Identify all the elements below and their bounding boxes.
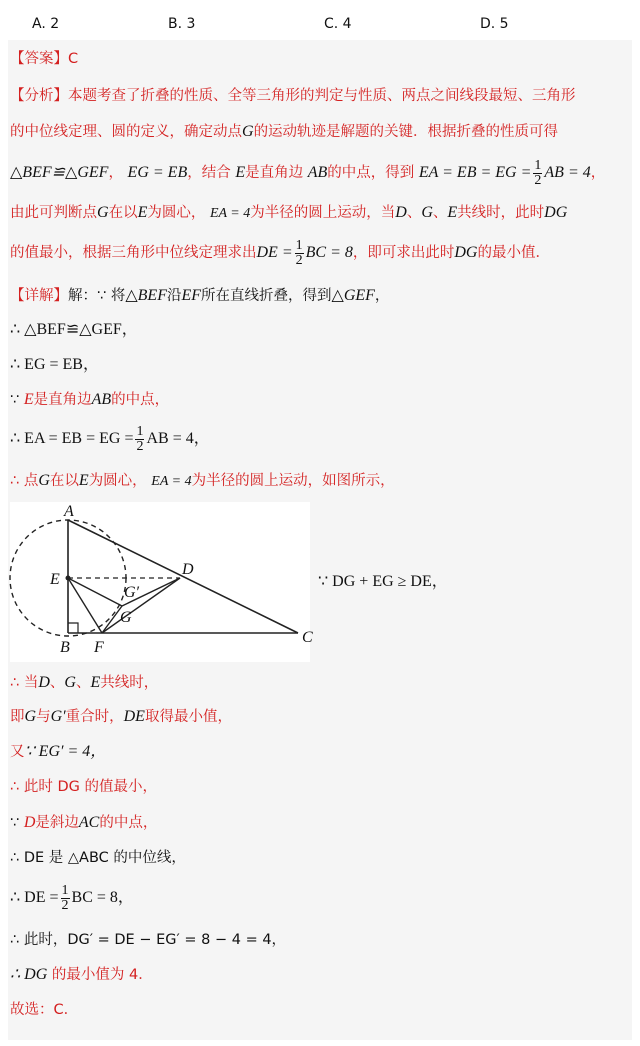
label-f: F	[94, 639, 104, 656]
math-expr: EA = 4	[151, 474, 192, 489]
detail-line-13	[10, 883, 134, 913]
math-var: AB	[91, 391, 112, 408]
math-expr: BC = 8	[305, 244, 353, 261]
math-expr: ∵ EG′ = 4，	[24, 743, 107, 760]
detail-line-2: ∴ △BEF≌△GEF，	[10, 321, 138, 338]
detail-line-16: 故选：C．	[10, 1002, 79, 1018]
detail-text: 是斜边	[35, 815, 79, 831]
analysis-line-4	[10, 203, 567, 224]
fraction-den: 2	[61, 897, 69, 913]
fraction-half	[135, 425, 144, 454]
analysis-text: 、	[432, 205, 448, 221]
analysis-text: 的值最小，根据三角形中位线定理求出	[10, 245, 257, 261]
math-expr: DE	[123, 708, 145, 725]
label-g-prime: G′	[124, 584, 140, 601]
detail-text: 共线时，	[100, 675, 159, 691]
detail-text: 为圆心，	[88, 473, 147, 489]
analysis-line-1	[10, 86, 576, 106]
analysis-line-5	[10, 238, 550, 268]
detail-text: ∴ 当	[10, 675, 39, 691]
math-var: D	[395, 204, 407, 221]
label-a: A	[64, 503, 74, 520]
analysis-line-2	[10, 122, 558, 142]
detail-line-8	[10, 707, 232, 727]
label-c: C	[302, 629, 313, 646]
analysis-text: 本题考查了折叠的性质、全等三角形的判定与性质、两点之间线段最短、三角形	[68, 88, 576, 104]
math-expr: AB = 4，	[146, 430, 210, 447]
detail-line-14: ∴ 此时，DG′ = DE − EG′ = 8 − 4 = 4，	[10, 932, 287, 948]
math-var: D	[38, 674, 50, 691]
math-expr: △BEF	[125, 287, 167, 304]
fraction-den: 2	[295, 252, 303, 268]
answer-line	[10, 49, 78, 69]
detail-line-9	[10, 742, 106, 762]
detail-line-10: ∴ 此时 DG 的值最小，	[10, 779, 157, 795]
math-expr: DG	[544, 204, 568, 221]
detail-text: ∵	[10, 815, 20, 831]
math-expr: ∴ DG	[10, 966, 48, 983]
detail-text: 的最小值为 4．	[51, 967, 153, 983]
segment-fd	[102, 578, 180, 633]
detail-text: ∵	[10, 392, 20, 408]
analysis-text: ，	[108, 165, 123, 181]
detail-line-15	[10, 965, 153, 985]
math-expr: EA = 4	[209, 206, 251, 221]
detail-line-5	[10, 424, 210, 454]
detail-text: 沿	[166, 288, 182, 304]
math-var: AC	[78, 814, 100, 831]
math-expr: ∴ EA = EB = EG =	[10, 430, 134, 447]
label-b: B	[60, 639, 70, 656]
detail-text: 、	[49, 675, 65, 691]
math-expr: EA = EB = EG =	[418, 164, 532, 181]
detail-text: 即	[10, 709, 25, 725]
math-expr: DG	[454, 244, 478, 261]
fraction-num: 1	[61, 882, 69, 898]
fraction-num: 1	[295, 237, 303, 253]
fraction-den: 2	[534, 172, 542, 188]
math-expr: EG = EB	[127, 164, 188, 181]
detail-text: 解：∵ 将	[68, 288, 126, 304]
fraction-half	[61, 884, 70, 913]
math-var: G	[97, 204, 109, 221]
math-var: E	[447, 204, 458, 221]
answer-value: C	[68, 51, 79, 67]
detail-text: 与	[36, 709, 51, 725]
detail-text: 重合时，	[65, 709, 124, 725]
math-expr: △BEF≌△GEF	[10, 164, 109, 181]
math-var: E	[78, 472, 89, 489]
analysis-text: ，即可求出此时	[352, 245, 455, 261]
math-var: AB	[307, 164, 328, 181]
math-var: E	[90, 674, 101, 691]
detail-text: ∴ 点	[10, 473, 39, 489]
detail-text: 的中点，	[111, 392, 170, 408]
analysis-text: 的中位线定理、圆的定义，确定动点	[10, 124, 242, 140]
fraction-den: 2	[136, 438, 144, 454]
math-var: G	[64, 674, 76, 691]
detail-text: 取得最小值，	[144, 709, 232, 725]
geometry-figure	[10, 502, 313, 662]
right-angle-mark	[68, 623, 78, 633]
figure-side-note: ∵ DG + EG ≥ DE，	[318, 573, 448, 590]
math-expr: AB = 4	[544, 164, 591, 181]
math-expr: DE =	[256, 244, 293, 261]
detail-line-12: ∴ DE 是 △ABC 的中位线，	[10, 850, 186, 866]
detail-text: 在以	[49, 473, 79, 489]
fraction-half	[533, 159, 542, 188]
analysis-tag: 【分析】	[10, 88, 68, 104]
label-e: E	[50, 571, 60, 588]
analysis-text: 共线时，此时	[457, 205, 545, 221]
analysis-text: ，	[590, 165, 606, 181]
analysis-line-3	[10, 158, 605, 188]
math-var: G	[421, 204, 433, 221]
answer-tag: 【答案】	[10, 51, 68, 67]
fraction-half	[295, 239, 304, 268]
math-expr: △GEF	[331, 287, 375, 304]
detail-text: 为半径的圆上运动，如图所示，	[191, 473, 395, 489]
math-var: EF	[181, 287, 202, 304]
analysis-text: 的最小值．	[477, 245, 550, 261]
math-var: E	[137, 204, 148, 221]
option-d: D. 5	[480, 16, 509, 32]
analysis-text: ，结合	[187, 165, 231, 181]
analysis-text: 的运动轨迹是解题的关键．根据折叠的性质可得	[253, 124, 559, 140]
label-g: G	[120, 609, 132, 626]
math-var: E	[23, 391, 34, 408]
math-var: E	[235, 164, 246, 181]
detail-text: 、	[75, 675, 91, 691]
math-var: G	[38, 472, 50, 489]
math-var: G	[24, 708, 37, 725]
detail-text: 是直角边	[33, 392, 92, 408]
detail-tag: 【详解】	[10, 288, 68, 304]
math-expr: ∴ DE =	[10, 889, 59, 906]
math-var: G′	[50, 708, 66, 725]
detail-line-4	[10, 390, 169, 410]
detail-line-7	[10, 673, 158, 693]
detail-line-11	[10, 813, 157, 833]
option-c: C. 4	[324, 16, 352, 32]
detail-text: 又	[10, 744, 25, 760]
detail-text: 所在直线折叠，得到	[201, 288, 332, 304]
detail-text: 的中点，	[99, 815, 158, 831]
analysis-text: 由此可判断点	[10, 205, 97, 221]
detail-line-6	[10, 471, 395, 492]
geometry-diagram	[10, 502, 313, 662]
detail-text: ，	[374, 288, 390, 304]
fraction-num: 1	[136, 423, 144, 439]
fraction-num: 1	[534, 157, 542, 173]
option-a: A. 2	[32, 16, 60, 32]
point-e-dot	[66, 576, 71, 581]
detail-line-3: ∴ EG = EB，	[10, 356, 99, 373]
segment-fg	[102, 606, 122, 633]
analysis-text: 为半径的圆上运动，当	[250, 205, 396, 221]
math-expr: BC = 8，	[71, 889, 134, 906]
analysis-text: 在以	[108, 205, 138, 221]
label-d: D	[182, 561, 194, 578]
analysis-text: 的中点，得到	[327, 165, 415, 181]
math-var: G	[242, 123, 254, 140]
detail-line-1	[10, 286, 389, 306]
math-var: D	[23, 814, 36, 831]
analysis-text: 、	[406, 205, 422, 221]
analysis-text: 为圆心，	[147, 205, 206, 221]
option-b: B. 3	[168, 16, 196, 32]
analysis-text: 是直角边	[245, 165, 304, 181]
